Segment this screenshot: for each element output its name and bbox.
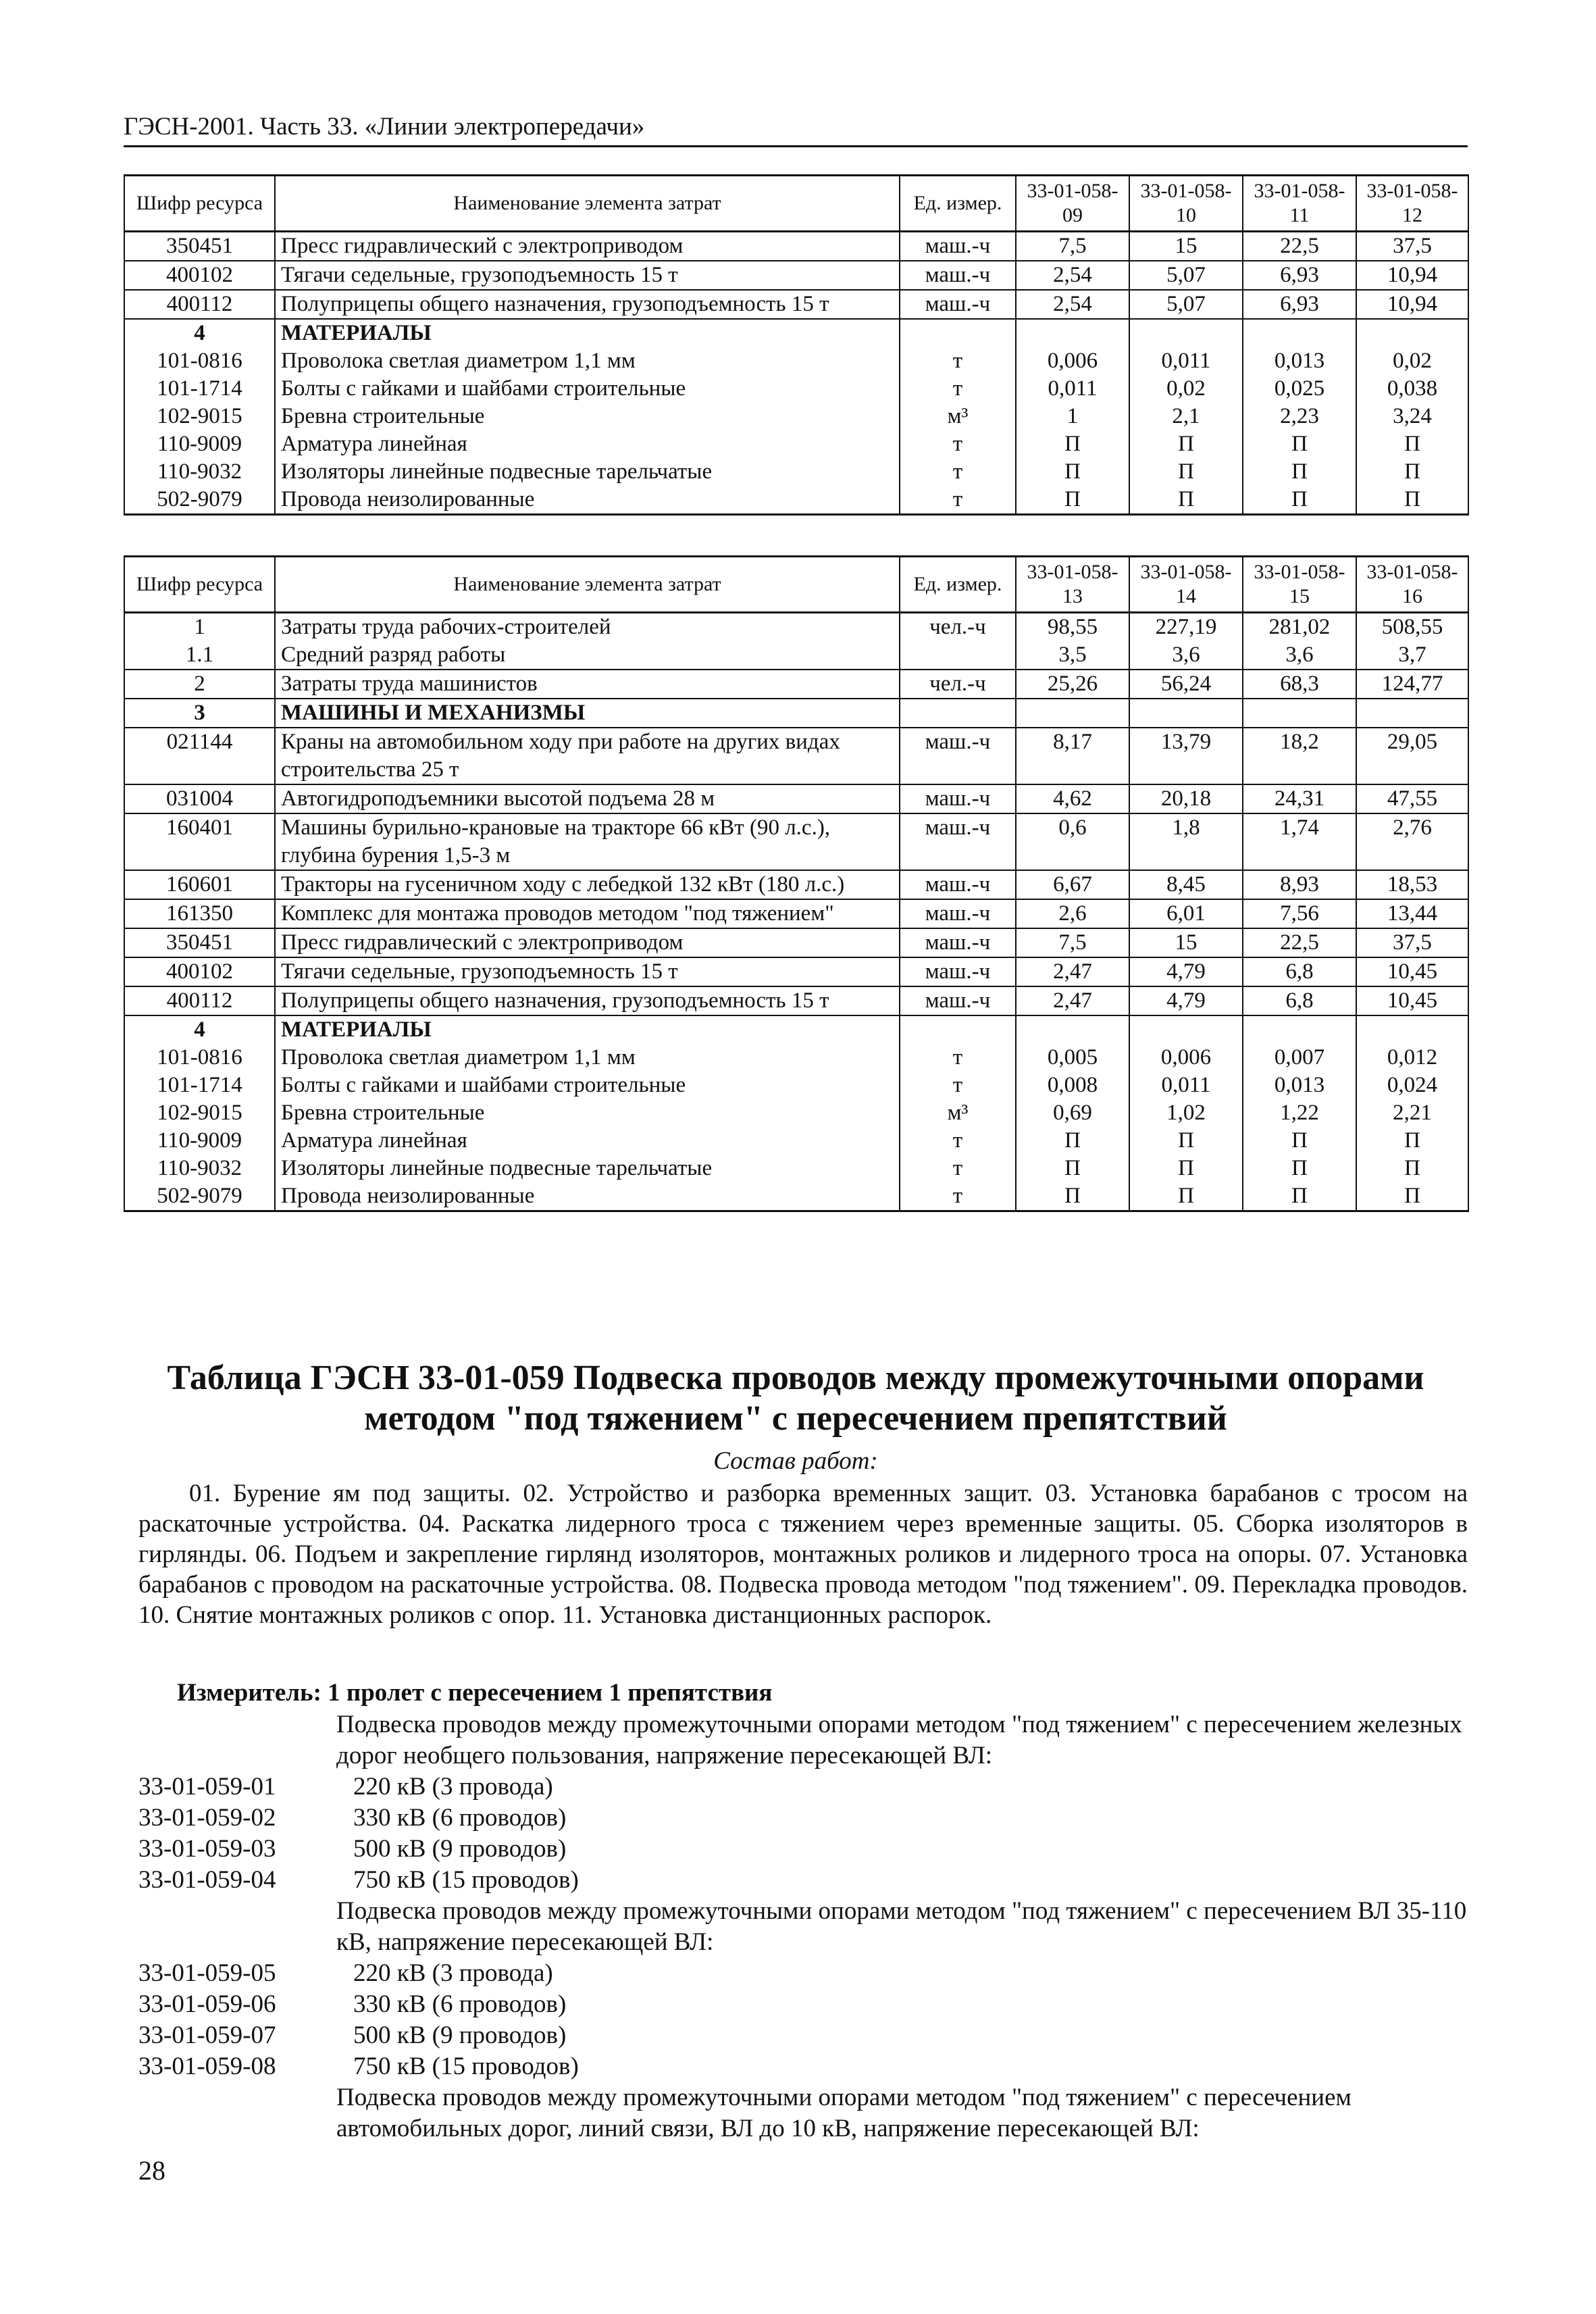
cell-value-4: 10,45 [1356, 986, 1468, 1015]
cell-value-4: 47,55 [1356, 784, 1468, 813]
cell-name: Провода неизолированные [275, 486, 900, 515]
cell-value-2: 0,011 [1129, 1072, 1243, 1099]
col-header-norm-2: 33-01-058-10 [1129, 176, 1243, 232]
cell-value-3 [1243, 699, 1356, 728]
norm-value: 220 кВ (3 провода) [353, 1773, 553, 1801]
cell-value-3: 281,02 [1243, 613, 1356, 642]
cell-value-1: 0,69 [1016, 1099, 1129, 1127]
table-row [124, 430, 1468, 458]
cell-value-1: 6,67 [1016, 870, 1129, 899]
cell-code: 1.1 [124, 641, 275, 670]
norm-value: 220 кВ (3 провода) [353, 1959, 553, 1987]
cell-name: МАТЕРИАЛЫ [275, 1015, 900, 1044]
cell-name: Тракторы на гусеничном ходу с лебедкой 132 кВт (180 л.с.) [275, 870, 900, 899]
cell-value-2: 0,011 [1129, 347, 1243, 375]
table-row [124, 613, 1468, 642]
cell-value-1: 2,47 [1016, 986, 1129, 1015]
cell-value-2 [1129, 699, 1243, 728]
cell-value-1: 0,011 [1016, 375, 1129, 403]
col-header-norm-3: 33-01-058-11 [1243, 176, 1356, 232]
cell-code: 400112 [124, 290, 275, 319]
cell-unit: т [900, 458, 1016, 486]
cell-code: 3 [124, 699, 275, 728]
cell-code: 110-9009 [124, 1127, 275, 1155]
cell-unit: маш.-ч [900, 899, 1016, 928]
resource-table-1 [124, 174, 1469, 515]
cell-value-2: П [1129, 1127, 1243, 1155]
cell-code: 102-9015 [124, 1099, 275, 1127]
cell-value-1: 2,54 [1016, 261, 1129, 290]
cell-value-3: 22,5 [1243, 928, 1356, 957]
cell-value-2: 15 [1129, 928, 1243, 957]
table-row [124, 1044, 1468, 1072]
table-row [124, 870, 1468, 899]
cell-unit: чел.-ч [900, 613, 1016, 642]
cell-value-3: П [1243, 458, 1356, 486]
cell-value-2: 3,6 [1129, 641, 1243, 670]
table-row [124, 699, 1468, 728]
cell-name: МАТЕРИАЛЫ [275, 319, 900, 347]
cell-value-4: 2,21 [1356, 1099, 1468, 1127]
table-row [124, 261, 1468, 290]
cell-value-3: 1,22 [1243, 1099, 1356, 1127]
norm-code: 33-01-059-06 [138, 1990, 276, 2018]
cell-value-3: 6,8 [1243, 957, 1356, 986]
cell-value-2: 227,19 [1129, 613, 1243, 642]
resource-table-2 [124, 555, 1469, 1212]
table-row [124, 986, 1468, 1015]
cell-code: 4 [124, 319, 275, 347]
table-row [124, 1127, 1468, 1155]
cell-name: Болты с гайками и шайбами строительные [275, 375, 900, 403]
cell-value-2: 1,02 [1129, 1099, 1243, 1127]
cell-value-4: 508,55 [1356, 613, 1468, 642]
cell-name: Изоляторы линейные подвесные тарельчатые [275, 458, 900, 486]
cell-code: 110-9032 [124, 458, 275, 486]
cell-name: Машины бурильно-крановые на тракторе 66 кВт (90 л.с.), глубина бурения 1,5-3 м [275, 813, 900, 870]
list-item [138, 1771, 1468, 1803]
cell-unit: маш.-ч [900, 728, 1016, 784]
measure-unit: Измеритель: 1 пролет с пересечением 1 препятствия [177, 1679, 773, 1707]
cell-value-4: 0,012 [1356, 1044, 1468, 1072]
table-row [124, 670, 1468, 699]
cell-value-3: 8,93 [1243, 870, 1356, 899]
col-header-name: Наименование элемента затрат [275, 176, 900, 232]
cell-unit [900, 319, 1016, 347]
cell-code: 021144 [124, 728, 275, 784]
cell-value-4: 37,5 [1356, 928, 1468, 957]
cell-name: Арматура линейная [275, 430, 900, 458]
cell-value-3: 7,56 [1243, 899, 1356, 928]
cell-value-1: П [1016, 1155, 1129, 1182]
col-header-name: Наименование элемента затрат [275, 557, 900, 613]
cell-name: Затраты труда рабочих-строителей [275, 613, 900, 642]
cell-value-4: П [1356, 430, 1468, 458]
cell-value-1: П [1016, 430, 1129, 458]
cell-name: Комплекс для монтажа проводов методом "под тяжением" [275, 899, 900, 928]
norm-code: 33-01-059-02 [138, 1804, 276, 1832]
cell-value-4: 10,94 [1356, 290, 1468, 319]
table-row [124, 1015, 1468, 1044]
cell-code: 400112 [124, 986, 275, 1015]
cell-value-1: П [1016, 1127, 1129, 1155]
page-number: 28 [138, 2155, 165, 2186]
cell-value-3: 24,31 [1243, 784, 1356, 813]
cell-value-4: 10,94 [1356, 261, 1468, 290]
cell-value-4: 0,024 [1356, 1072, 1468, 1099]
group-3-description: Подвеска проводов между промежуточными опорами методом "под тяжением" с пересечением автомобильных дорог, линий связи, ВЛ до 10 кВ, напряжение пересекающей ВЛ: [336, 2084, 1352, 2142]
cell-code: 2 [124, 670, 275, 699]
cell-code: 502-9079 [124, 486, 275, 515]
table-row [124, 290, 1468, 319]
cell-value-3 [1243, 1015, 1356, 1044]
cell-code: 1 [124, 613, 275, 642]
cell-code: 350451 [124, 232, 275, 261]
norm-list [138, 1709, 1468, 2144]
cell-value-4 [1356, 1015, 1468, 1044]
cell-value-4: 0,02 [1356, 347, 1468, 375]
cell-code: 110-9032 [124, 1155, 275, 1182]
norm-value: 330 кВ (6 проводов) [353, 1990, 567, 2018]
cell-value-1: 0,006 [1016, 347, 1129, 375]
table-row [124, 319, 1468, 347]
cell-name: Пресс гидравлический с электроприводом [275, 232, 900, 261]
col-header-norm-3: 33-01-058-15 [1243, 557, 1356, 613]
cell-code: 400102 [124, 261, 275, 290]
cell-unit: маш.-ч [900, 928, 1016, 957]
cell-value-2: П [1129, 458, 1243, 486]
cell-value-2: 5,07 [1129, 290, 1243, 319]
cell-value-3: 68,3 [1243, 670, 1356, 699]
col-header-unit: Ед. измер. [900, 557, 1016, 613]
cell-value-2: 5,07 [1129, 261, 1243, 290]
cell-code: 160401 [124, 813, 275, 870]
table-row [124, 813, 1468, 870]
list-item [138, 2051, 1468, 2082]
cell-value-3: П [1243, 1155, 1356, 1182]
col-header-norm-1: 33-01-058-09 [1016, 176, 1129, 232]
cell-value-1: 7,5 [1016, 928, 1129, 957]
table-row [124, 899, 1468, 928]
cell-value-3: 18,2 [1243, 728, 1356, 784]
cell-code: 031004 [124, 784, 275, 813]
cell-value-4: 37,5 [1356, 232, 1468, 261]
list-item [138, 1958, 1468, 1989]
cell-value-2: 20,18 [1129, 784, 1243, 813]
cell-value-1: 2,54 [1016, 290, 1129, 319]
cell-value-3: 0,013 [1243, 347, 1356, 375]
cell-value-4 [1356, 319, 1468, 347]
cell-value-1: 1 [1016, 403, 1129, 430]
cell-value-1: П [1016, 486, 1129, 515]
norm-value: 500 кВ (9 проводов) [353, 1835, 567, 1863]
cell-value-3: П [1243, 486, 1356, 515]
work-composition-text: 01. Бурение ям под защиты. 02. Устройство и разборка временных защит. 03. Установка барабанов с тросом на раскаточные устройства. 04. Раскатка лидерного троса с тяжением через временные защиты. 05. Сборка изоляторов в гирлянды. 06. Подъем и закрепление гирлянд изоляторов, монтажных роликов и лидерного троса на опоры. 07. Установка барабанов с проводом на раскаточные устройства. 08. Подвеска провода методом "под тяжением". 09. Перекладка проводов. 10. Снятие монтажных роликов с опор. 11. Установка дистанционных распорок. [138, 1480, 1468, 1629]
cell-value-1: 7,5 [1016, 232, 1129, 261]
cell-unit: т [900, 1072, 1016, 1099]
cell-unit: маш.-ч [900, 261, 1016, 290]
cell-unit: маш.-ч [900, 957, 1016, 986]
cell-value-3: П [1243, 1182, 1356, 1211]
cell-value-3: П [1243, 430, 1356, 458]
table-header-row [124, 176, 1468, 232]
cell-name: Провода неизолированные [275, 1182, 900, 1211]
col-header-norm-4: 33-01-058-12 [1356, 176, 1468, 232]
cell-value-2 [1129, 1015, 1243, 1044]
cell-name: Изоляторы линейные подвесные тарельчатые [275, 1155, 900, 1182]
table-row [124, 486, 1468, 515]
cell-value-2: П [1129, 1182, 1243, 1211]
cell-value-1 [1016, 1015, 1129, 1044]
cell-code: 160601 [124, 870, 275, 899]
table-row [124, 641, 1468, 670]
cell-value-4: 18,53 [1356, 870, 1468, 899]
group-2-description: Подвеска проводов между промежуточными опорами методом "под тяжением" с пересечением ВЛ 35-110 кВ, напряжение пересекающей ВЛ: [336, 1897, 1467, 1956]
norm-value: 750 кВ (15 проводов) [353, 1866, 579, 1894]
norm-code: 33-01-059-05 [138, 1959, 276, 1987]
norm-value: 750 кВ (15 проводов) [353, 2053, 579, 2080]
cell-value-1: 25,26 [1016, 670, 1129, 699]
cell-value-1: 2,47 [1016, 957, 1129, 986]
col-header-code: Шифр ресурса [124, 557, 275, 613]
cell-value-4: 2,76 [1356, 813, 1468, 870]
cell-value-1: 2,6 [1016, 899, 1129, 928]
cell-value-4 [1356, 699, 1468, 728]
cell-value-1: 0,008 [1016, 1072, 1129, 1099]
table-row [124, 728, 1468, 784]
cell-name: Бревна строительные [275, 1099, 900, 1127]
cell-value-3: 3,6 [1243, 641, 1356, 670]
table-row [124, 1072, 1468, 1099]
table-row [124, 1182, 1468, 1211]
cell-unit: т [900, 347, 1016, 375]
cell-name: Затраты труда машинистов [275, 670, 900, 699]
cell-unit: т [900, 1127, 1016, 1155]
table-row [124, 784, 1468, 813]
cell-code: 161350 [124, 899, 275, 928]
norm-code: 33-01-059-04 [138, 1866, 276, 1894]
cell-unit: т [900, 1182, 1016, 1211]
cell-value-4: П [1356, 486, 1468, 515]
cell-value-1: 3,5 [1016, 641, 1129, 670]
cell-value-2: 1,8 [1129, 813, 1243, 870]
cell-unit [900, 1015, 1016, 1044]
cell-unit: т [900, 1155, 1016, 1182]
cell-value-3: П [1243, 1127, 1356, 1155]
norm-code: 33-01-059-07 [138, 2021, 276, 2049]
group-2-items [138, 1958, 1468, 2082]
cell-unit [900, 699, 1016, 728]
cell-value-2: П [1129, 430, 1243, 458]
norm-value: 500 кВ (9 проводов) [353, 2021, 567, 2049]
cell-value-1 [1016, 699, 1129, 728]
col-header-unit: Ед. измер. [900, 176, 1016, 232]
norm-code: 33-01-059-03 [138, 1835, 276, 1863]
cell-name: Пресс гидравлический с электроприводом [275, 928, 900, 957]
cell-code: 101-1714 [124, 1072, 275, 1099]
cell-value-2: 4,79 [1129, 986, 1243, 1015]
cell-unit: т [900, 486, 1016, 515]
cell-value-2: 6,01 [1129, 899, 1243, 928]
cell-unit: маш.-ч [900, 784, 1016, 813]
cell-value-2: П [1129, 486, 1243, 515]
cell-name: Полуприцепы общего назначения, грузоподъемность 15 т [275, 986, 900, 1015]
cell-unit [900, 641, 1016, 670]
cell-value-2: 4,79 [1129, 957, 1243, 986]
cell-value-4: 3,24 [1356, 403, 1468, 430]
cell-value-4: П [1356, 458, 1468, 486]
cell-value-3: 6,8 [1243, 986, 1356, 1015]
cell-value-2: 0,02 [1129, 375, 1243, 403]
cell-value-2: 15 [1129, 232, 1243, 261]
running-header: ГЭСН-2001. Часть 33. «Линии электропередачи» [124, 111, 1468, 147]
cell-unit: м³ [900, 403, 1016, 430]
cell-value-4: 124,77 [1356, 670, 1468, 699]
col-header-norm-1: 33-01-058-13 [1016, 557, 1129, 613]
cell-value-1: 0,6 [1016, 813, 1129, 870]
list-item [138, 1803, 1468, 1834]
cell-value-2: 13,79 [1129, 728, 1243, 784]
cell-value-4: П [1356, 1127, 1468, 1155]
cell-code: 101-0816 [124, 1044, 275, 1072]
cell-name: Проволока светлая диаметром 1,1 мм [275, 347, 900, 375]
table-row [124, 232, 1468, 261]
cell-name: Проволока светлая диаметром 1,1 мм [275, 1044, 900, 1072]
cell-value-2: 0,006 [1129, 1044, 1243, 1072]
cell-value-3: 1,74 [1243, 813, 1356, 870]
cell-value-1 [1016, 319, 1129, 347]
cell-name: МАШИНЫ И МЕХАНИЗМЫ [275, 699, 900, 728]
cell-value-4: 0,038 [1356, 375, 1468, 403]
cell-value-3: 0,007 [1243, 1044, 1356, 1072]
table-row [124, 957, 1468, 986]
group-1-description: Подвеска проводов между промежуточными опорами методом "под тяжением" с пересечением железных дорог необщего пользования, напряжение пересекающей ВЛ: [336, 1711, 1462, 1769]
cell-value-2: 8,45 [1129, 870, 1243, 899]
cell-value-1: П [1016, 1182, 1129, 1211]
cell-code: 101-1714 [124, 375, 275, 403]
cell-unit: м³ [900, 1099, 1016, 1127]
cell-value-4: П [1356, 1182, 1468, 1211]
table-row [124, 458, 1468, 486]
list-item [138, 1834, 1468, 1865]
cell-name: Арматура линейная [275, 1127, 900, 1155]
cell-code: 101-0816 [124, 347, 275, 375]
cell-name: Тягачи седельные, грузоподъемность 15 т [275, 261, 900, 290]
cell-unit: маш.-ч [900, 813, 1016, 870]
cell-unit: чел.-ч [900, 670, 1016, 699]
cell-code: 102-9015 [124, 403, 275, 430]
cell-value-2 [1129, 319, 1243, 347]
table-row [124, 403, 1468, 430]
cell-unit: маш.-ч [900, 986, 1016, 1015]
col-header-norm-2: 33-01-058-14 [1129, 557, 1243, 613]
cell-value-1: 0,005 [1016, 1044, 1129, 1072]
cell-code: 4 [124, 1015, 275, 1044]
section-table-title: Таблица ГЭСН 33-01-059 Подвеска проводов между промежуточными опорами методом "под тяжением" с пересечением препятствий [167, 1359, 1424, 1438]
table-row [124, 1099, 1468, 1127]
norm-code: 33-01-059-08 [138, 2053, 276, 2080]
cell-name: Бревна строительные [275, 403, 900, 430]
cell-value-3: 0,013 [1243, 1072, 1356, 1099]
cell-value-2: П [1129, 1155, 1243, 1182]
cell-value-4: 3,7 [1356, 641, 1468, 670]
table-row [124, 1155, 1468, 1182]
cell-name: Тягачи седельные, грузоподъемность 15 т [275, 957, 900, 986]
cell-value-1: 98,55 [1016, 613, 1129, 642]
group-1-items [138, 1771, 1468, 1896]
cell-name: Средний разряд работы [275, 641, 900, 670]
cell-value-3: 6,93 [1243, 261, 1356, 290]
list-item [138, 2020, 1468, 2051]
cell-name: Болты с гайками и шайбами строительные [275, 1072, 900, 1099]
cell-unit: маш.-ч [900, 290, 1016, 319]
cell-code: 110-9009 [124, 430, 275, 458]
col-header-code: Шифр ресурса [124, 176, 275, 232]
cell-code: 502-9079 [124, 1182, 275, 1211]
list-item [138, 1989, 1468, 2020]
table-row [124, 375, 1468, 403]
cell-value-3: 2,23 [1243, 403, 1356, 430]
cell-value-3: 6,93 [1243, 290, 1356, 319]
cell-value-3: 0,025 [1243, 375, 1356, 403]
cell-value-1: П [1016, 458, 1129, 486]
table-row [124, 928, 1468, 957]
cell-unit: маш.-ч [900, 870, 1016, 899]
cell-name: Полуприцепы общего назначения, грузоподъемность 15 т [275, 290, 900, 319]
norm-value: 330 кВ (6 проводов) [353, 1804, 567, 1832]
cell-name: Автогидроподъемники высотой подъема 28 м [275, 784, 900, 813]
table-header-row [124, 557, 1468, 613]
cell-unit: т [900, 1044, 1016, 1072]
cell-value-1: 4,62 [1016, 784, 1129, 813]
cell-value-4: П [1356, 1155, 1468, 1182]
cell-value-2: 56,24 [1129, 670, 1243, 699]
norm-code: 33-01-059-01 [138, 1773, 276, 1801]
cell-value-4: 13,44 [1356, 899, 1468, 928]
cell-value-4: 29,05 [1356, 728, 1468, 784]
cell-code: 400102 [124, 957, 275, 986]
cell-value-4: 10,45 [1356, 957, 1468, 986]
cell-code: 350451 [124, 928, 275, 957]
list-item [138, 1865, 1468, 1896]
composition-title: Состав работ: [713, 1447, 878, 1475]
cell-name: Краны на автомобильном ходу при работе на других видах строительства 25 т [275, 728, 900, 784]
cell-value-3 [1243, 319, 1356, 347]
cell-unit: т [900, 375, 1016, 403]
cell-value-3: 22,5 [1243, 232, 1356, 261]
cell-value-2: 2,1 [1129, 403, 1243, 430]
cell-value-1: 8,17 [1016, 728, 1129, 784]
cell-unit: т [900, 430, 1016, 458]
col-header-norm-4: 33-01-058-16 [1356, 557, 1468, 613]
table-row [124, 347, 1468, 375]
cell-unit: маш.-ч [900, 232, 1016, 261]
